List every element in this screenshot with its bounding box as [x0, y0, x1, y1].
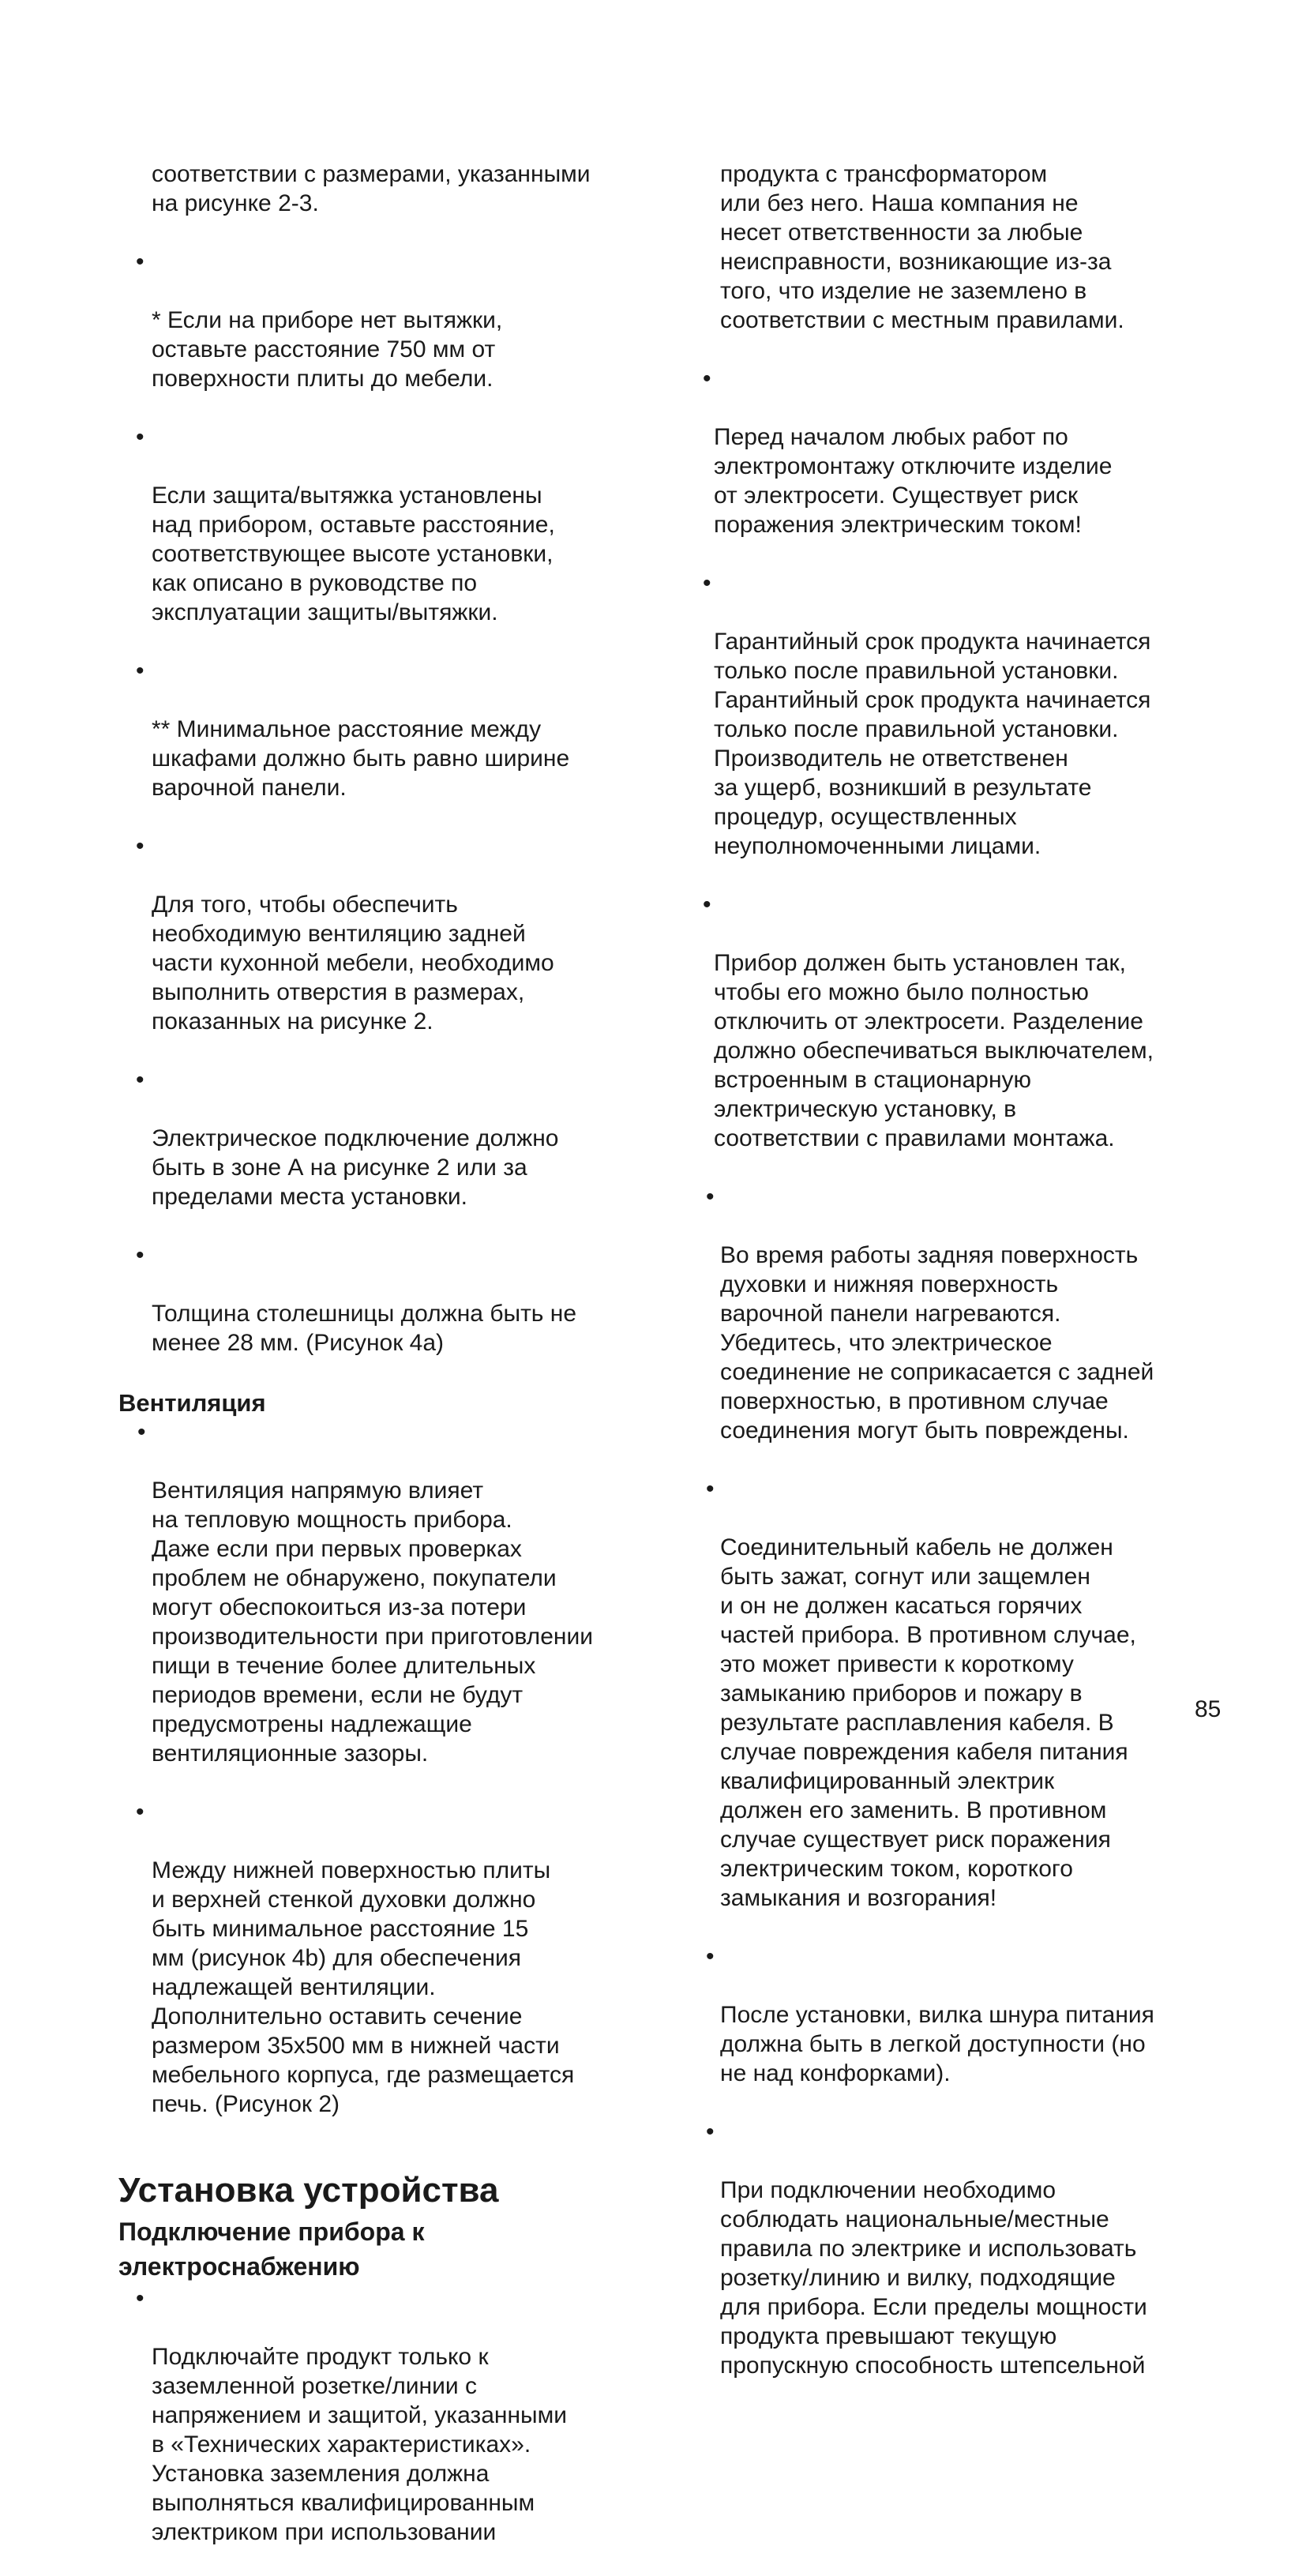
bullet-icon: •: [706, 1943, 715, 1970]
bullet-icon: •: [703, 570, 711, 596]
bullet-icon: •: [136, 2285, 144, 2311]
list-item: • Между нижней поверхностью плиты и верхней стенкой духовки должно быть минимальное расстояние 15 мм (рисунок 4b) для обеспечения надлежащей вентиляции. Дополнительно оставить сечение размером 35х500 мм в нижней части мебельного корпуса, где размещается печь. (Рисунок 2): [136, 1799, 575, 2117]
list-item: • Соединительный кабель не должен быть зажат, согнут или защемлен и он не должен касаться горячих частей прибора. В противном случае, это может привести к короткому замыканию приборов и пожару в результате расплавления кабеля. В случае повреждения кабеля питания квалифицированный электрик должен его заменить. В противном случае существует риск поражения электрическим током, короткого замыкания и возгорания!: [706, 1476, 1136, 1911]
list-item: • ** Минимальное расстояние между шкафами должно быть равно ширине варочной панели.: [136, 658, 570, 801]
bullet-icon: •: [136, 658, 144, 684]
page-number: 85: [1195, 1696, 1222, 1722]
bullet-icon: •: [136, 424, 144, 450]
install-heading: Установка устройства: [118, 2171, 499, 2210]
list-item: • * Если на приборе нет вытяжки, оставьте расстояние 750 мм от поверхности плиты до мебели.: [136, 249, 503, 392]
bullet-icon: •: [136, 833, 144, 859]
list-item: • После установки, вилка шнура питания должна быть в легкой доступности (но не над конфорками).: [706, 1943, 1154, 2086]
ventilation-heading: Вентиляция: [118, 1389, 266, 1417]
bullet-icon: •: [136, 1067, 144, 1093]
bullet-icon: •: [137, 1419, 146, 1445]
list-item: • Прибор должен быть установлен так, чтобы его можно было полностью отключить от электросети. Разделение должно обеспечиваться выключателем, встроенным в стационарную электрическую установку, в соответствии с правилами монтажа.: [703, 892, 1154, 1151]
connection-heading: Подключение прибора к электроснабжению: [118, 2217, 425, 2281]
bullet-icon: •: [706, 1476, 715, 1502]
bullet-icon: •: [706, 1184, 715, 1210]
list-item: • Подключайте продукт только к заземленной розетке/линии с напряжением и защитой, указанными в «Технических характеристиках». Установка заземления должна выполняться квалифицированным электриком при использовании: [136, 2285, 567, 2545]
continued-paragraph: продукта с трансформатором или без него. Наша компания не несет ответственности за любые неисправности, возникающие из-за того, что изделие не заземлено в соответствии с местным правилами.: [720, 161, 1124, 333]
bullet-icon: •: [136, 249, 144, 275]
list-item: • При подключении необходимо соблюдать национальные/местные правила по электрике и использовать розетку/линию и вилку, подходящие для прибора. Если пределы мощности продукта превышают текущую пропускную способность штепсельной: [706, 2119, 1147, 2379]
right-column: [687, 130, 1200, 2409]
list-item: • Перед началом любых работ по электромонтажу отключите изделие от электросети. Существует риск поражения электрическим током!: [703, 366, 1113, 538]
continued-paragraph: соответствии с размерами, указанными на рисунке 2-3.: [152, 161, 591, 216]
list-item: • Электрическое подключение должно быть в зоне А на рисунке 2 или за пределами места установки.: [136, 1067, 559, 1210]
list-item: • Для того, чтобы обеспечить необходимую вентиляцию задней части кухонной мебели, необходимо выполнить отверстия в размерах, показанных на рисунке 2.: [136, 833, 554, 1035]
list-item: • Гарантийный срок продукта начинается только после правильной установки. Гарантийный срок продукта начинается только после правильной установки. Производитель не ответственен за ущерб, возникший в результате процедур, осуществленных неуполномоченными лицами.: [703, 570, 1151, 859]
bullet-icon: •: [136, 1242, 144, 1268]
bullet-icon: •: [703, 892, 711, 918]
list-item: • Толщина столешницы должна быть не менее 28 мм. (Рисунок 4а): [136, 1242, 577, 1356]
list-item: • Во время работы задняя поверхность духовки и нижняя поверхность варочной панели нагреваются. Убедитесь, что электрическое соединение не соприкасается с задней поверхностью, в противном случае соединения могут быть повреждены.: [706, 1184, 1154, 1444]
list-item: • Если защита/вытяжка установлены над прибором, оставьте расстояние, соответствующее высоте установки, как описано в руководстве по эксплуатации защиты/вытяжки.: [136, 424, 555, 625]
bullet-icon: •: [706, 2119, 715, 2145]
bullet-icon: •: [703, 366, 711, 392]
bullet-icon: •: [136, 1799, 144, 1825]
list-item: • Вентиляция напрямую влияет на тепловую мощность прибора. Даже если при первых проверках проблем не обнаружено, покупатели могут обеспокоиться из-за потери производительности при приготовлении пищи в течение более длительных периодов времени, если не будут предусмотрены надлежащие вентиляционные зазоры.: [137, 1419, 593, 1767]
left-column: [118, 130, 655, 2576]
